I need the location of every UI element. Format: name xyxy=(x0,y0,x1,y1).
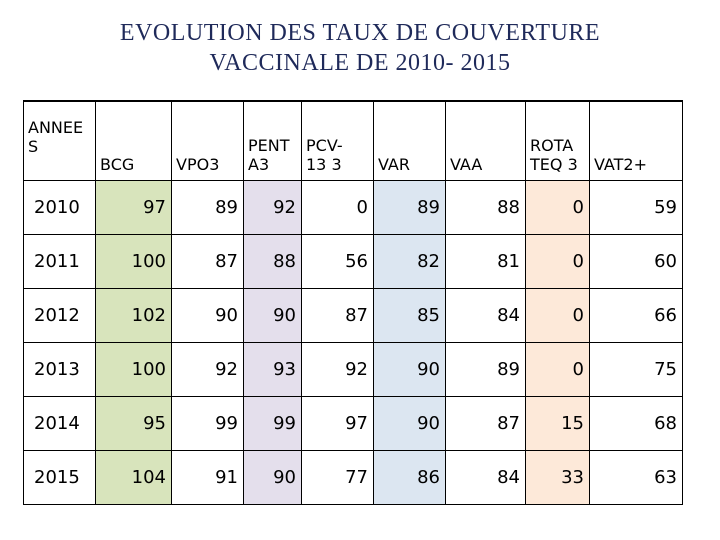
cell-vaa: 87 xyxy=(446,397,526,451)
cell-vpo3: 87 xyxy=(172,235,244,289)
cell-vpo3: 90 xyxy=(172,289,244,343)
cell-vpo3: 89 xyxy=(172,181,244,235)
cell-year: 2013 xyxy=(24,343,96,397)
cell-var: 86 xyxy=(374,451,446,505)
vaccination-coverage-table xyxy=(23,100,683,505)
table-row xyxy=(24,343,683,397)
cell-vat2: 75 xyxy=(590,343,683,397)
header-vpo3: VPO3 xyxy=(172,101,244,181)
header-penta3: PENT A3 xyxy=(244,101,302,181)
cell-var: 85 xyxy=(374,289,446,343)
header-pcv13: PCV- 13 3 xyxy=(302,101,374,181)
table-row xyxy=(24,289,683,343)
cell-vat2: 66 xyxy=(590,289,683,343)
cell-rotateq3: 0 xyxy=(526,343,590,397)
table-row xyxy=(24,451,683,505)
header-rotateq3: ROTA TEQ 3 xyxy=(526,101,590,181)
cell-var: 82 xyxy=(374,235,446,289)
cell-pcv13: 87 xyxy=(302,289,374,343)
cell-bcg: 104 xyxy=(96,451,172,505)
cell-var: 89 xyxy=(374,181,446,235)
cell-penta3: 99 xyxy=(244,397,302,451)
cell-year: 2014 xyxy=(24,397,96,451)
cell-pcv13: 77 xyxy=(302,451,374,505)
cell-pcv13: 97 xyxy=(302,397,374,451)
cell-pcv13: 92 xyxy=(302,343,374,397)
cell-penta3: 90 xyxy=(244,451,302,505)
cell-var: 90 xyxy=(374,397,446,451)
cell-pcv13: 56 xyxy=(302,235,374,289)
cell-rotateq3: 33 xyxy=(526,451,590,505)
cell-year: 2010 xyxy=(24,181,96,235)
cell-vpo3: 99 xyxy=(172,397,244,451)
cell-bcg: 95 xyxy=(96,397,172,451)
cell-vat2: 60 xyxy=(590,235,683,289)
cell-vpo3: 92 xyxy=(172,343,244,397)
cell-bcg: 102 xyxy=(96,289,172,343)
cell-vpo3: 91 xyxy=(172,451,244,505)
cell-pcv13: 0 xyxy=(302,181,374,235)
header-bcg: BCG xyxy=(96,101,172,181)
cell-penta3: 92 xyxy=(244,181,302,235)
cell-vaa: 84 xyxy=(446,451,526,505)
header-vat2: VAT2+ xyxy=(590,101,683,181)
page-title xyxy=(0,18,720,78)
cell-rotateq3: 15 xyxy=(526,397,590,451)
cell-vaa: 84 xyxy=(446,289,526,343)
cell-vat2: 63 xyxy=(590,451,683,505)
cell-vat2: 68 xyxy=(590,397,683,451)
table-header-row xyxy=(24,101,683,181)
cell-year: 2012 xyxy=(24,289,96,343)
title-line-1: EVOLUTION DES TAUX DE COUVERTURE xyxy=(119,20,601,46)
cell-var: 90 xyxy=(374,343,446,397)
cell-bcg: 100 xyxy=(96,235,172,289)
table-row xyxy=(24,181,683,235)
cell-penta3: 90 xyxy=(244,289,302,343)
header-var: VAR xyxy=(374,101,446,181)
cell-rotateq3: 0 xyxy=(526,235,590,289)
cell-rotateq3: 0 xyxy=(526,181,590,235)
table-row xyxy=(24,397,683,451)
header-annees: ANNEE S xyxy=(24,101,96,181)
cell-bcg: 100 xyxy=(96,343,172,397)
header-vaa: VAA xyxy=(446,101,526,181)
cell-rotateq3: 0 xyxy=(526,289,590,343)
table-row xyxy=(24,235,683,289)
cell-vaa: 81 xyxy=(446,235,526,289)
cell-year: 2015 xyxy=(24,451,96,505)
cell-vaa: 89 xyxy=(446,343,526,397)
cell-bcg: 97 xyxy=(96,181,172,235)
title-line-2: VACCINALE DE 2010- 2015 xyxy=(209,50,511,76)
cell-penta3: 88 xyxy=(244,235,302,289)
cell-year: 2011 xyxy=(24,235,96,289)
cell-penta3: 93 xyxy=(244,343,302,397)
cell-vat2: 59 xyxy=(590,181,683,235)
cell-vaa: 88 xyxy=(446,181,526,235)
